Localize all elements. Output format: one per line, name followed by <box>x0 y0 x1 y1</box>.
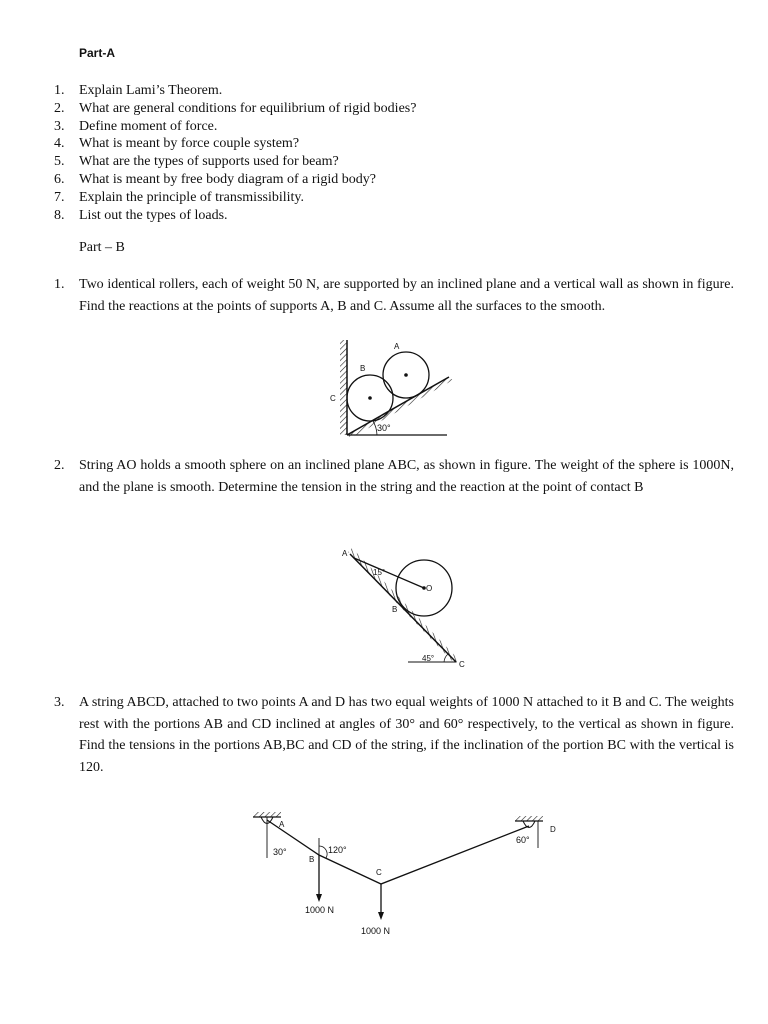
label-c: C <box>459 660 465 669</box>
question-8 <box>54 207 734 225</box>
question-number: 2. <box>54 100 65 116</box>
angle-top-label: 15° <box>373 568 386 577</box>
plane-hatch <box>348 548 459 664</box>
question-7 <box>54 189 734 207</box>
figure-string-abcd <box>245 808 565 943</box>
question-number: 5. <box>54 154 65 170</box>
question-text: What is meant by free body diagram of a rigid body? <box>79 171 377 187</box>
problem-text: String AO holds a smooth sphere on an inclined plane ABC, as shown in figure. The weight of the sphere is 1000N, and the plane is smooth. Determine the tension in the string and the reaction at the point of contact B <box>79 458 734 495</box>
question-number: 3. <box>54 118 65 134</box>
problem-1 <box>54 274 734 317</box>
label-d: D <box>550 825 556 834</box>
part-b-heading: Part – B <box>79 240 125 255</box>
figure-sphere-on-incline <box>340 542 475 672</box>
roller-a-center <box>404 373 408 377</box>
question-number: 7. <box>54 189 65 205</box>
load-c-label: 1000 N <box>361 926 391 936</box>
support-a-hatch <box>253 812 281 817</box>
label-c: C <box>376 868 382 877</box>
question-1 <box>54 82 734 100</box>
question-text: Explain the principle of transmissibility. <box>79 189 304 205</box>
question-number: 1. <box>54 83 65 98</box>
angle-bc-label: 120° <box>328 845 347 855</box>
label-a: A <box>342 549 348 558</box>
problem-number: 1. <box>54 277 65 292</box>
incline-hatch <box>347 377 453 438</box>
question-number: 8. <box>54 207 65 223</box>
problem-text: A string ABCD, attached to two points A and D has two equal weights of 1000 N attached to it B and C. The weights rest with the portions AB and CD inclined at angles of 30° and 60° respectively, to the vertical as shown in figure. Find the tensions in the portions AB,BC and CD of the string, if the inclination of the portion BC with the vertical is 120. <box>79 695 734 775</box>
load-c-arrow <box>378 912 384 920</box>
label-o: O <box>426 584 433 593</box>
question-6 <box>54 171 734 189</box>
question-text: Define moment of force. <box>79 118 218 134</box>
question-text: What is meant by force couple system? <box>79 136 300 152</box>
problem-2 <box>54 455 734 498</box>
label-a: A <box>394 342 400 351</box>
label-b: B <box>360 364 366 373</box>
question-5 <box>54 153 734 171</box>
label-b: B <box>392 605 398 614</box>
label-c: C <box>330 394 336 403</box>
label-a: A <box>279 820 285 829</box>
figure-rollers-on-incline <box>320 335 460 440</box>
question-text: List out the types of loads. <box>79 207 228 223</box>
question-3 <box>54 118 734 136</box>
wall-hatch <box>340 340 347 435</box>
question-4 <box>54 135 734 153</box>
string-abcd <box>267 820 529 884</box>
question-number: 4. <box>54 136 65 152</box>
question-text: What are the types of supports used for beam? <box>79 154 339 170</box>
problem-number: 3. <box>54 695 65 710</box>
problem-3 <box>54 692 734 778</box>
angle-ab-label: 30° <box>273 847 287 857</box>
problem-text: Two identical rollers, each of weight 50 N, are supported by an inclined plane and a vertical wall as shown in figure. Find the reactions at the points of supports A, B and C. Assume all the surfaces to the smooth. <box>79 277 734 314</box>
question-2 <box>54 100 734 118</box>
angle-bottom-label: 45° <box>422 654 435 663</box>
load-b-label: 1000 N <box>305 905 335 915</box>
question-text: What are general conditions for equilibrium of rigid bodies? <box>79 100 417 116</box>
question-text: Explain Lami’s Theorem. <box>79 83 223 98</box>
part-a-question-list <box>54 82 734 224</box>
roller-b-center <box>368 396 372 400</box>
part-a-heading: Part-A <box>79 46 116 60</box>
angle-label: 30° <box>377 423 391 433</box>
support-d-hatch <box>515 816 543 821</box>
load-b-arrow <box>316 894 322 902</box>
angle-cd-label: 60° <box>516 835 530 845</box>
label-b: B <box>309 855 315 864</box>
question-number: 6. <box>54 171 65 187</box>
problem-number: 2. <box>54 458 65 473</box>
inclined-plane <box>347 377 449 435</box>
